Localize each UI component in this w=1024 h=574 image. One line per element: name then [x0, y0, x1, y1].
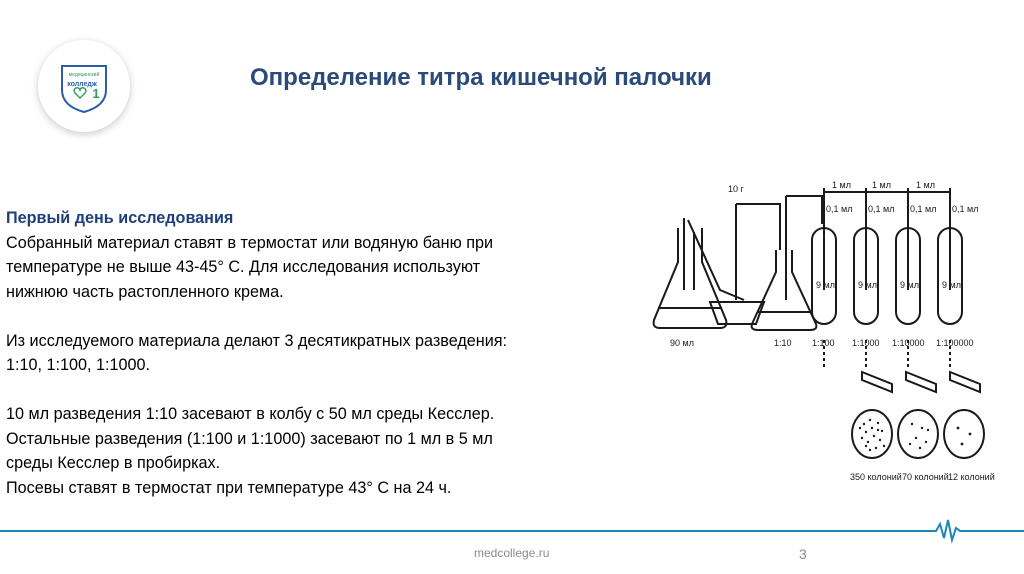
- petri-lid-1: [862, 372, 892, 392]
- tube-volume-label-1: 9 мл: [816, 280, 835, 290]
- weighing-dish: [710, 302, 764, 324]
- colony-label-2: 70 колоний: [902, 472, 949, 482]
- heart-icon: [74, 88, 86, 98]
- petri-dish-1: [852, 410, 892, 458]
- text-line: 10 мл разведения 1:10 засевают в колбу с 50 мл среды Кесслер.: [6, 405, 495, 423]
- petri-dish-3: [944, 410, 984, 458]
- logo-number: 1: [92, 86, 100, 101]
- flask-volume-label: 90 мл: [670, 338, 694, 348]
- text-line: нижнюю часть растопленного крема.: [6, 282, 284, 301]
- text-line: Остальные разведения (1:100 и 1:1000) засевают по 1 мл в 5 мл: [6, 429, 493, 448]
- dilution-label-3: 1:10000: [892, 338, 925, 348]
- slide-body: [6, 206, 626, 525]
- logo-text-top: медицинский: [68, 72, 100, 78]
- top-volume-label-1: 1 мл: [832, 180, 851, 190]
- paragraph-1: [6, 231, 626, 305]
- text-line: 1:10, 1:100, 1:1000.: [6, 356, 151, 374]
- text-line: Посевы ставят в термостат при температуре 43° С на 24 ч.: [6, 478, 452, 497]
- page-number: 3: [799, 546, 807, 562]
- transfer-label: 10 г: [728, 184, 744, 194]
- dilution-label-1: 1:100: [812, 338, 835, 348]
- college-logo: [38, 40, 130, 132]
- tube-top-label-3: 0,1 мл: [910, 204, 937, 214]
- paragraph-3: [6, 402, 626, 500]
- petri-lid-2: [906, 372, 936, 392]
- text-line: среды Кесслер в пробирках.: [6, 454, 221, 472]
- flask-1-10: [752, 250, 817, 330]
- petri-lid-3: [950, 372, 980, 392]
- tube-volume-label-4: 9 мл: [942, 280, 961, 290]
- section-heading: Первый день исследования: [6, 209, 234, 227]
- tube-volume-label-2: 9 мл: [858, 280, 877, 290]
- footer-wave-line: [0, 516, 1024, 546]
- footer-site: medcollege.ru: [474, 546, 550, 560]
- colony-label-3: 12 колоний: [948, 472, 995, 482]
- dilution-label-2: 1:1000: [852, 338, 880, 348]
- petri-dish-2: [898, 410, 938, 458]
- top-volume-label-2: 1 мл: [872, 180, 891, 190]
- text-line: Собранный материал ставят в термостат или водяную баню при: [6, 233, 494, 252]
- tube-volume-label-3: 9 мл: [900, 280, 919, 290]
- slide-title: Определение титра кишечной палочки: [250, 64, 712, 91]
- text-line: температуре не выше 43-45° С. Для исследования используют: [6, 258, 481, 276]
- college-logo-mark: [38, 40, 130, 132]
- tube-top-label-2: 0,1 мл: [868, 204, 895, 214]
- tube-top-label-1: 0,1 мл: [826, 204, 853, 214]
- dilution-diagram: [640, 140, 1010, 505]
- dilution-diagram-svg: [640, 140, 1010, 500]
- top-volume-label-3: 1 мл: [916, 180, 935, 190]
- text-line: Из исследуемого материала делают 3 десятикратных разведения:: [6, 331, 508, 350]
- logo-text-mid: колледж: [67, 81, 97, 88]
- paragraph-2: [6, 329, 626, 378]
- colony-label-1: 350 колоний: [850, 472, 902, 482]
- dilution-label-4: 1:100000: [936, 338, 974, 348]
- flask2-dilution-label: 1:10: [774, 338, 792, 348]
- tube-top-label-4: 0,1 мл: [952, 204, 979, 214]
